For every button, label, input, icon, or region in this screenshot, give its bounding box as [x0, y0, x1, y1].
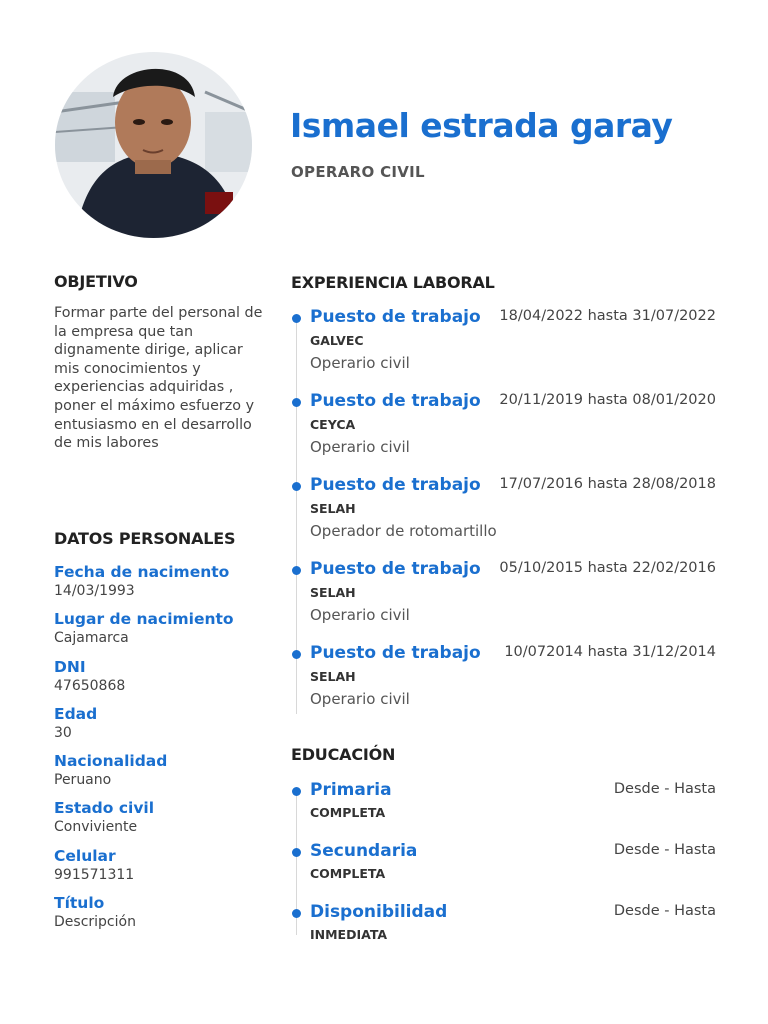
- bullet-dot-icon: [292, 482, 301, 491]
- field-label: Lugar de nacimiento: [54, 610, 234, 629]
- field-civil-status: [54, 799, 274, 846]
- experience-item-dates: 05/10/2015 hasta 22/02/2016: [499, 560, 716, 576]
- experience-item-title: Puesto de trabajo: [310, 391, 481, 411]
- field-value: 991571311: [54, 866, 135, 883]
- field-phone: [54, 847, 274, 894]
- bullet-dot-icon: [292, 787, 301, 796]
- education-item-dates: Desde - Hasta: [613, 781, 716, 797]
- field-label: Edad: [54, 704, 98, 723]
- experience-item-role: Operario civil: [310, 690, 410, 708]
- field-birthplace: [54, 610, 274, 657]
- experience-item-title: Puesto de trabajo: [310, 307, 481, 327]
- field-value: 30: [54, 724, 72, 741]
- experience-item-dates: 18/04/2022 hasta 31/07/2022: [499, 308, 716, 324]
- education-item-status: COMPLETA: [310, 805, 386, 820]
- personal-data-fields: [54, 563, 274, 941]
- experience-item-company: SELAH: [310, 585, 356, 600]
- field-value: 47650868: [54, 677, 126, 694]
- personal-data-title: DATOS PERSONALES: [54, 529, 236, 548]
- experience-item-dates: 10/072014 hasta 31/12/2014: [504, 644, 716, 660]
- education-item: [291, 902, 716, 952]
- experience-item-company: GALVEC: [310, 333, 364, 348]
- experience-item-company: CEYCA: [310, 417, 356, 432]
- education-item-title: Secundaria: [310, 841, 418, 861]
- experience-item-role: Operario civil: [310, 354, 410, 372]
- experience-item-title: Puesto de trabajo: [310, 559, 481, 579]
- field-label: DNI: [54, 657, 86, 676]
- experience-item: [291, 307, 716, 387]
- objective-section: [54, 272, 264, 453]
- bullet-dot-icon: [292, 650, 301, 659]
- candidate-name: Ismael estrada garay: [290, 106, 673, 145]
- field-age: [54, 705, 274, 752]
- objective-title: OBJETIVO: [54, 272, 138, 291]
- experience-item-dates: 20/11/2019 hasta 08/01/2020: [499, 392, 716, 408]
- education-item: [291, 841, 716, 891]
- experience-item-company: SELAH: [310, 669, 356, 684]
- bullet-dot-icon: [292, 909, 301, 918]
- education-item: [291, 780, 716, 830]
- field-label: Fecha de nacimento: [54, 563, 230, 581]
- education-item-title: Primaria: [310, 780, 392, 800]
- field-birthdate: [54, 563, 274, 610]
- profile-photo-image: [55, 52, 252, 238]
- field-nationality: [54, 752, 274, 799]
- field-label: Nacionalidad: [54, 752, 168, 771]
- experience-title: EXPERIENCIA LABORAL: [291, 273, 495, 292]
- education-title: EDUCACIÓN: [291, 745, 396, 764]
- field-value: Cajamarca: [54, 630, 129, 647]
- experience-item: [291, 391, 716, 471]
- field-value: 14/03/1993: [54, 583, 135, 599]
- field-label: Celular: [54, 846, 116, 865]
- experience-item-role: Operador de rotomartillo: [310, 522, 497, 540]
- experience-item-role: Operario civil: [310, 438, 410, 456]
- bullet-dot-icon: [292, 398, 301, 407]
- experience-item-role: Operario civil: [310, 606, 410, 624]
- bullet-dot-icon: [292, 314, 301, 323]
- experience-item: [291, 475, 716, 555]
- job-title: OPERARO CIVIL: [291, 163, 425, 181]
- field-label: Título: [54, 894, 105, 913]
- field-dni: [54, 658, 274, 705]
- education-item-dates: Desde - Hasta: [613, 903, 716, 919]
- field-value: Descripción: [54, 914, 136, 931]
- education-item-dates: Desde - Hasta: [613, 842, 716, 858]
- field-value: Conviviente: [54, 819, 138, 836]
- experience-item: [291, 559, 716, 639]
- profile-photo: [55, 52, 252, 238]
- education-item-title: Disponibilidad: [310, 902, 448, 922]
- experience-item-title: Puesto de trabajo: [310, 475, 481, 495]
- education-item-status: COMPLETA: [310, 866, 386, 881]
- objective-text: Formar parte del personal de la empresa que tan dignamente dirige, aplicar mis conocimientos y experiencias adquiridas , poner el máximo esfuerzo y entusiasmo en el desarrollo de mis labores: [54, 305, 263, 452]
- experience-item-company: SELAH: [310, 501, 356, 516]
- bullet-dot-icon: [292, 848, 301, 857]
- experience-item-dates: 17/07/2016 hasta 28/08/2018: [499, 476, 716, 492]
- field-value: Peruano: [54, 772, 112, 789]
- bullet-dot-icon: [292, 566, 301, 575]
- education-item-status: INMEDIATA: [310, 927, 388, 942]
- experience-item: [291, 643, 716, 723]
- field-title: [54, 894, 274, 941]
- experience-item-title: Puesto de trabajo: [310, 643, 481, 663]
- field-label: Estado civil: [54, 799, 155, 818]
